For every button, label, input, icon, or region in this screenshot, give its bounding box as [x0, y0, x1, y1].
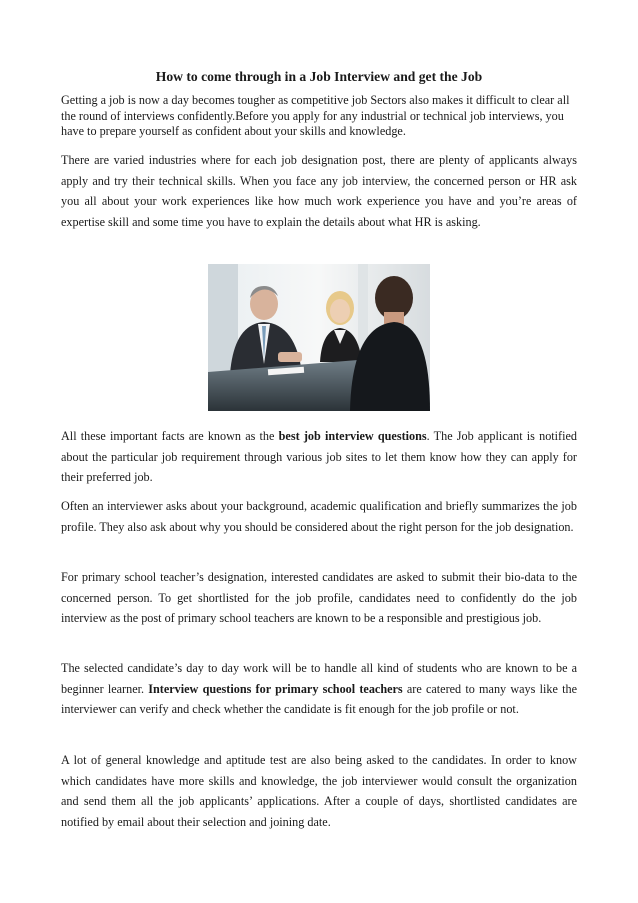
- best-job-interview-questions-text: best job interview questions: [278, 429, 427, 443]
- interview-photo: [208, 264, 430, 411]
- paragraph-daily-work: [61, 658, 577, 720]
- paragraph-intro: Getting a job is now a day becomes tougher as competitive job Sectors also makes it difficult to clear all the round of interviews confidently.Before you apply for any industrial or technical job interviews, you have to prepare yourself as confident about your skills and knowledge.: [61, 93, 570, 138]
- paragraph-industries: There are varied industries where for each job designation post, there are plenty of applicants always apply and try their technical skills. When you face any job interview, the concerned person or HR ask you all about your work experiences like how much work experience you have and you’re areas of expertise skill and some time you have to explain the details about what HR is asking.: [61, 153, 577, 229]
- paragraph-teacher: For primary school teacher’s designation, interested candidates are asked to submit their bio-data to the concerned person. To get shortlisted for the job profile, candidates need to confidently do the job interview as the post of primary school teachers are known to be a responsible and prestigious job.: [61, 570, 577, 626]
- paragraph-background: Often an interviewer asks about your background, academic qualification and briefly summarizes the job profile. They also ask about why you should be considered about the right person for the job designation.: [61, 499, 577, 534]
- p6-text-a: The selected candidate’s day to day work will be to handle all kind of students who are known to be a beginner learner.: [61, 661, 577, 696]
- document-title: How to come through in a Job Interview and get the Job: [155, 69, 483, 84]
- p3-text-b: . The Job applicant is notified about the particular job requirement through various job sites to let them know how they can apply for their preferred job.: [61, 429, 578, 485]
- p3-text-a: All these important facts are known as the: [61, 429, 279, 443]
- paragraph-questions: [61, 426, 577, 488]
- p6-text-b: are catered to many ways like the interviewer can verify and check whether the candidate is fit enough for the job profile or not.: [61, 681, 577, 717]
- paragraph-aptitude: A lot of general knowledge and aptitude test are also being asked to the candidates. In order to know which candidates have more skills and knowledge, the job interviewer would consult the organization and send them all the job applicants’ applications. After a couple of days, shortlisted candidates are notified by email about their selection and joining date.: [61, 753, 577, 829]
- teacher-questions-text: Interview questions for primary school teachers: [148, 681, 403, 696]
